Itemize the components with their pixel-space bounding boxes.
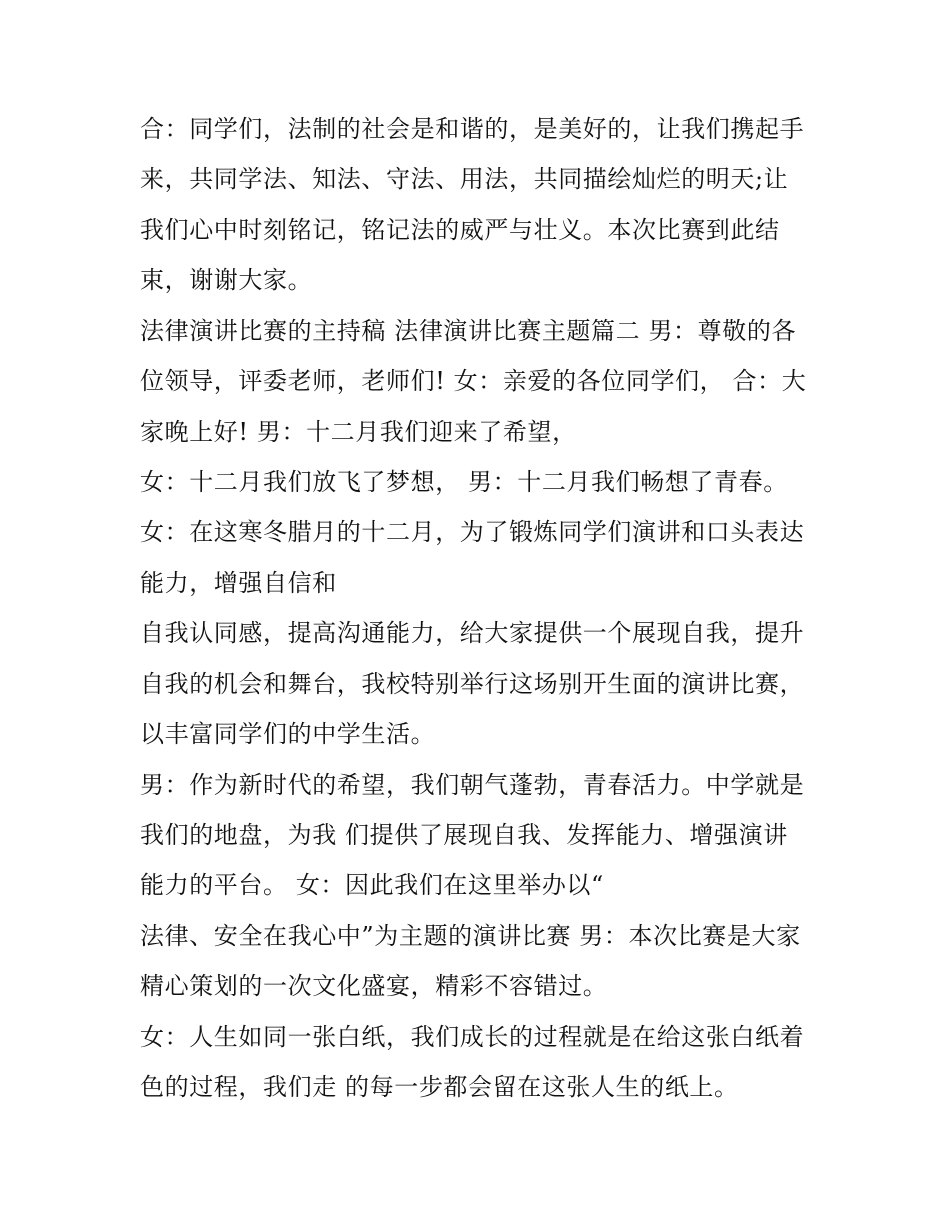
text-line: 色的过程，我们走 的每一步都会留在这张人生的纸上。 [140, 1073, 739, 1101]
text-line: 男：作为新时代的希望，我们朝气蓬勃，青春活力。中学就是 [140, 771, 805, 799]
text-line: 合：同学们，法制的社会是和谐的，是美好的，让我们携起手 [140, 115, 805, 143]
text-line: 束，谢谢大家。 [140, 266, 313, 294]
text-line: 女：人生如同一张白纸，我们成长的过程就是在给这张白纸着 [140, 1023, 805, 1051]
text-line: 女：在这寒冬腊月的十二月，为了锻炼同学们演讲和口头表达 [140, 518, 805, 546]
text-line: 女：十二月我们放飞了梦想， 男：十二月我们畅想了青春。 [140, 468, 788, 496]
text-line: 能力的平台。 女：因此我们在这里举办以“ [140, 871, 604, 899]
text-line: 我们心中时刻铭记，铭记法的威严与壮义。本次比赛到此结 [140, 216, 780, 244]
text-line: 以丰富同学们的中学生活。 [140, 720, 436, 748]
text-line: 精心策划的一次文化盛宴，精彩不容错过。 [140, 972, 608, 1000]
text-line: 能力，增强自信和 [140, 569, 337, 597]
text-line: 家晚上好! 男：十二月我们迎来了希望， [140, 418, 577, 446]
text-line: 自我的机会和舞台，我校特别举行这场别开生面的演讲比赛， [140, 670, 805, 698]
text-line: 自我认同感，提高沟通能力，给大家提供一个展现自我，提升 [140, 619, 805, 647]
text-line: 法律演讲比赛的主持稿 法律演讲比赛主题篇二 男：尊敬的各 [140, 317, 797, 345]
text-line: 位领导，评委老师，老师们! 女：亲爱的各位同学们， 合：大 [140, 367, 807, 395]
text-line: 法律、安全在我心中”为主题的演讲比赛 男：本次比赛是大家 [140, 922, 801, 950]
text-line: 我们的地盘，为我 们提供了展现自我、发挥能力、增强演讲 [140, 821, 788, 849]
text-line: 来，共同学法、知法、守法、用法，共同描绘灿烂的明天;让 [140, 165, 789, 193]
